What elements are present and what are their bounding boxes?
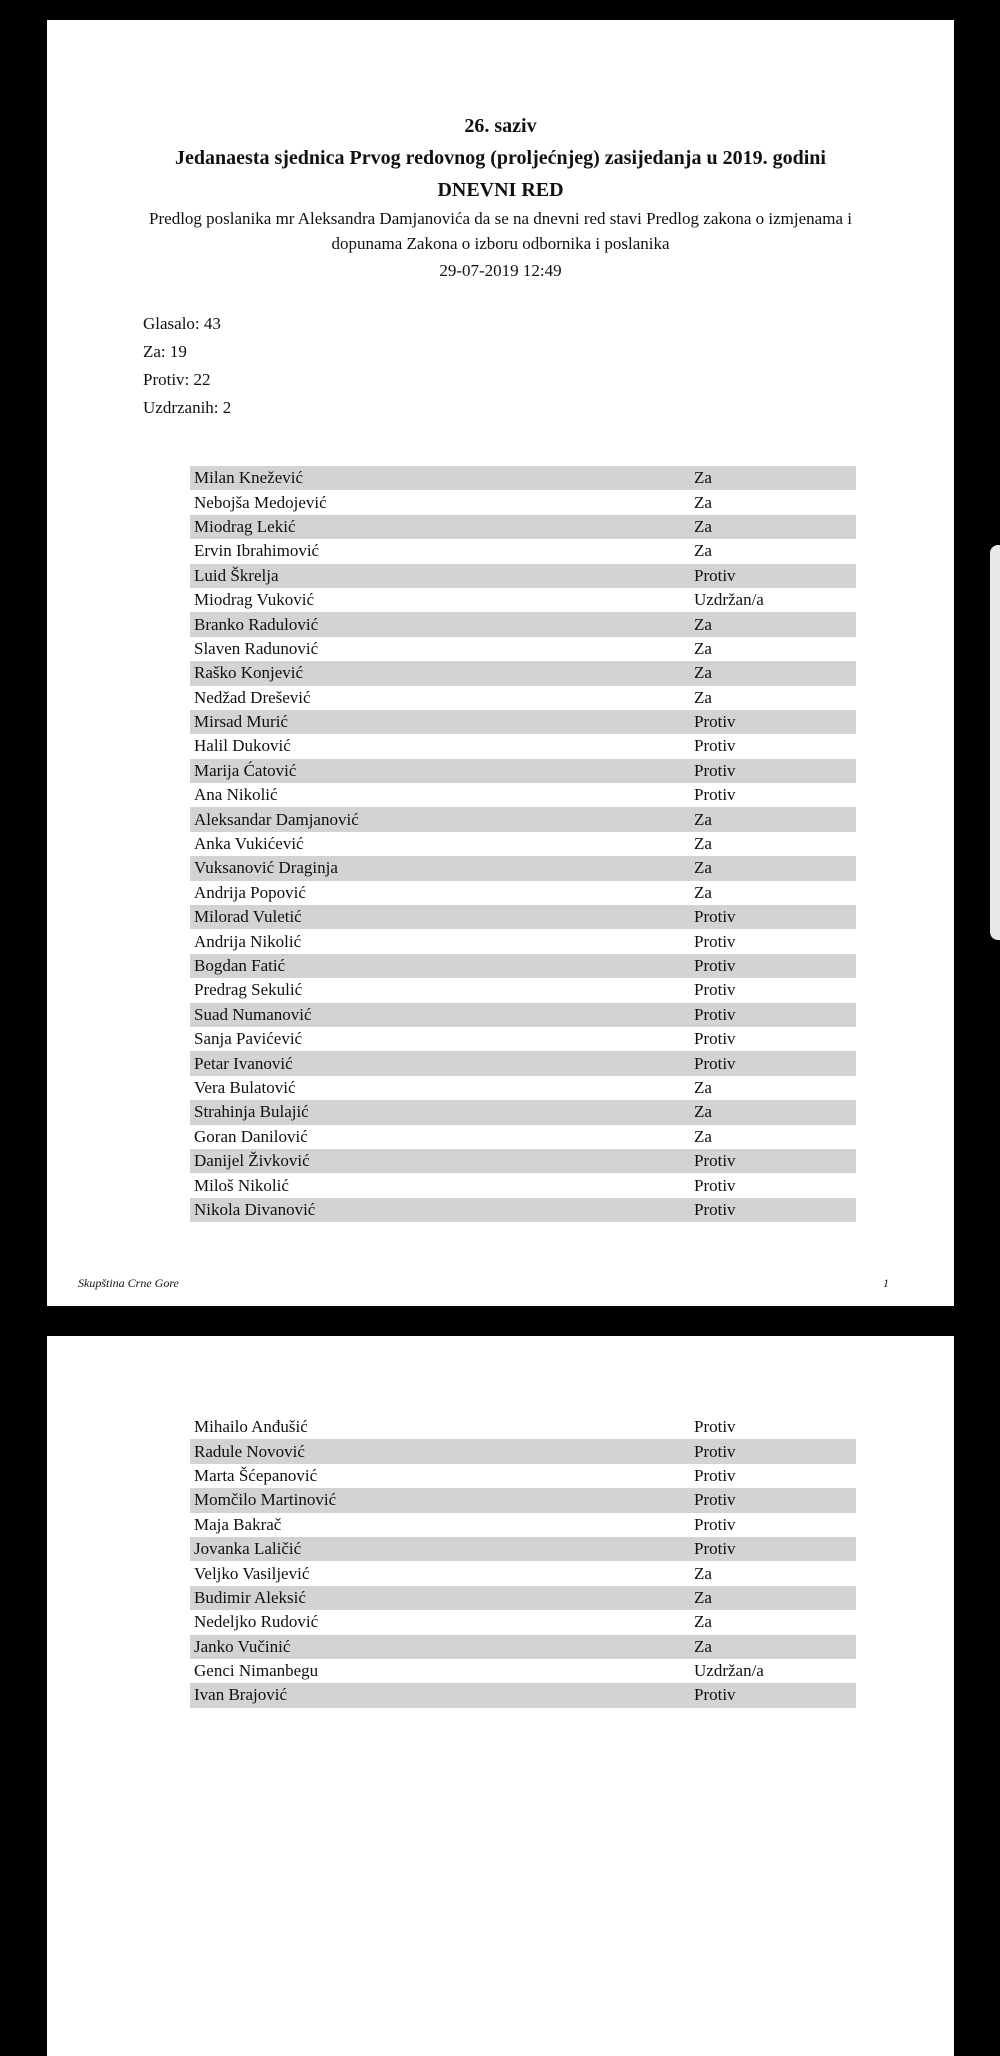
member-vote: Protiv <box>690 1198 856 1222</box>
summary-glasalo: Glasalo: 43 <box>143 314 221 333</box>
table-row <box>190 1488 856 1512</box>
member-name: Veljko Vasiljević <box>190 1561 690 1585</box>
member-vote: Za <box>690 612 856 636</box>
table-row <box>190 1586 856 1610</box>
session-title: Jedanaesta sjednica Prvog redovnog (proljećnjeg) zasijedanja u 2019. godini <box>175 147 826 169</box>
vote-datetime: 29-07-2019 12:49 <box>439 261 562 280</box>
member-vote: Za <box>694 1077 712 1097</box>
member-vote: Uzdržan/a <box>690 1659 856 1683</box>
member-vote: Protiv <box>690 1439 856 1463</box>
table-row <box>190 1076 856 1100</box>
member-vote: Protiv <box>690 564 856 588</box>
member-name: Bogdan Fatić <box>190 954 690 978</box>
table-row <box>190 661 856 685</box>
table-row <box>190 807 856 831</box>
member-name: Nikola Divanović <box>190 1198 690 1222</box>
member-name: Mirsad Murić <box>190 710 690 734</box>
table-row <box>190 1173 856 1197</box>
member-vote: Protiv <box>690 759 856 783</box>
table-row <box>190 1027 856 1051</box>
table-row <box>190 1561 856 1585</box>
member-name: Luid Škrelja <box>190 564 690 588</box>
summary-uzdrzanih: Uzdrzanih: 2 <box>143 398 232 417</box>
table-row <box>190 588 856 612</box>
table-row <box>190 1198 856 1222</box>
member-vote: Protiv <box>690 1537 856 1561</box>
summary-za: Za: 19 <box>143 342 187 361</box>
member-vote: Za <box>690 515 856 539</box>
member-vote: Za <box>690 1561 856 1585</box>
member-vote: Za <box>694 492 712 512</box>
member-vote: Protiv <box>690 1683 856 1707</box>
member-name: Strahinja Bulajić <box>190 1100 690 1124</box>
member-vote: Za <box>690 1586 856 1610</box>
member-name: Milan Knežević <box>190 466 690 490</box>
table-row <box>190 1003 856 1027</box>
member-vote: Protiv <box>694 931 736 951</box>
member-vote: Protiv <box>694 736 736 756</box>
table-row <box>190 856 856 880</box>
member-vote: Za <box>694 882 712 902</box>
proposal-line-1: Predlog poslanika mr Aleksandra Damjanovića da se na dnevni red stavi Predlog zakona o izmjenama i <box>149 209 852 228</box>
vote-table-page-1 <box>190 466 856 1222</box>
member-vote: Protiv <box>690 954 856 978</box>
table-row <box>190 1635 856 1659</box>
document-header <box>47 110 954 286</box>
member-name: Goran Danilović <box>194 1126 308 1146</box>
member-vote: Protiv <box>690 1149 856 1173</box>
table-row <box>190 490 856 514</box>
member-vote: Protiv <box>690 1415 856 1439</box>
member-name: Genci Nimanbegu <box>190 1659 690 1683</box>
member-name: Radule Novović <box>190 1439 690 1463</box>
member-name: Janko Vučinić <box>190 1635 690 1659</box>
member-vote: Protiv <box>694 1029 736 1049</box>
member-vote: Protiv <box>690 905 856 929</box>
member-vote: Protiv <box>690 1488 856 1512</box>
table-row <box>190 1659 856 1683</box>
member-vote: Za <box>694 834 712 854</box>
member-vote: Za <box>690 1610 856 1634</box>
table-row <box>190 710 856 734</box>
table-row <box>190 1415 856 1439</box>
document-page-1 <box>47 20 954 1306</box>
member-name: Ervin Ibrahimović <box>194 541 320 561</box>
member-vote: Za <box>690 661 856 685</box>
member-vote: Protiv <box>694 1175 736 1195</box>
member-name: Danijel Živković <box>190 1149 690 1173</box>
table-row <box>190 1439 856 1463</box>
table-row <box>190 637 856 661</box>
table-row <box>190 783 856 807</box>
table-row <box>190 466 856 490</box>
table-row <box>190 759 856 783</box>
table-row <box>190 1100 856 1124</box>
member-name: Predrag Sekulić <box>194 980 303 1000</box>
member-name: Aleksandar Damjanović <box>190 807 690 831</box>
member-vote: Za <box>690 856 856 880</box>
member-vote: Za <box>690 807 856 831</box>
member-vote: Za <box>690 1635 856 1659</box>
member-name: Raško Konjević <box>190 661 690 685</box>
member-vote: Protiv <box>690 1051 856 1075</box>
member-name: Sanja Pavićević <box>194 1029 303 1049</box>
table-row <box>190 515 856 539</box>
member-name: Momčilo Martinović <box>190 1488 690 1512</box>
table-row <box>190 954 856 978</box>
table-row <box>190 612 856 636</box>
member-name: Jovanka Laličić <box>190 1537 690 1561</box>
member-name: Milorad Vuletić <box>190 905 690 929</box>
member-name: Miloš Nikolić <box>194 1175 289 1195</box>
scrollbar[interactable] <box>990 545 1000 940</box>
member-vote: Protiv <box>690 1513 856 1537</box>
table-row <box>190 929 856 953</box>
vote-summary <box>143 310 231 422</box>
vote-table-page-2 <box>190 1415 856 1708</box>
member-vote: Protiv <box>690 1464 856 1488</box>
member-name: Ana Nikolić <box>194 785 278 805</box>
table-row <box>190 734 856 758</box>
table-row <box>190 1464 856 1488</box>
member-vote: Za <box>690 1100 856 1124</box>
member-vote: Protiv <box>690 710 856 734</box>
proposal-text <box>47 206 954 256</box>
convocation-title: 26. saziv <box>464 115 537 137</box>
member-name: Andrija Nikolić <box>194 931 302 951</box>
member-name: Anka Vukićević <box>194 834 304 854</box>
table-row <box>190 686 856 710</box>
member-vote: Za <box>690 466 856 490</box>
member-name: Miodrag Vuković <box>194 590 315 610</box>
member-vote: Protiv <box>694 980 736 1000</box>
member-name: Petar Ivanović <box>190 1051 690 1075</box>
member-name: Nedžad Drešević <box>194 687 311 707</box>
table-row <box>190 1513 856 1537</box>
member-name: Branko Radulović <box>190 612 690 636</box>
document-page-2 <box>47 1336 954 2056</box>
table-row <box>190 564 856 588</box>
member-vote: Za <box>694 541 712 561</box>
summary-protiv: Protiv: 22 <box>143 370 211 389</box>
member-vote: Protiv <box>690 1003 856 1027</box>
member-vote: Za <box>694 687 712 707</box>
table-row <box>190 539 856 563</box>
table-row <box>190 1610 856 1634</box>
member-name: Vuksanović Draginja <box>190 856 690 880</box>
member-name: Maja Bakrač <box>190 1513 690 1537</box>
table-row <box>190 1149 856 1173</box>
member-name: Marta Šćepanović <box>190 1464 690 1488</box>
proposal-line-2: dopunama Zakona o izboru odbornika i poslanika <box>331 234 670 253</box>
footer-institution: Skupština Crne Gore <box>78 1276 179 1290</box>
member-name: Vera Bulatović <box>194 1077 296 1097</box>
footer-page-number: 1 <box>883 1276 889 1290</box>
member-name: Miodrag Lekić <box>190 515 690 539</box>
member-name: Suad Numanović <box>190 1003 690 1027</box>
member-vote: Za <box>694 1126 712 1146</box>
member-name: Budimir Aleksić <box>190 1586 690 1610</box>
member-name: Mihailo Anđušić <box>190 1415 690 1439</box>
table-row <box>190 905 856 929</box>
member-name: Nedeljko Rudović <box>190 1610 690 1634</box>
table-row <box>190 1125 856 1149</box>
member-vote: Uzdržan/a <box>694 590 764 610</box>
member-name: Marija Ćatović <box>190 759 690 783</box>
table-row <box>190 1683 856 1707</box>
table-row <box>190 832 856 856</box>
member-name: Nebojša Medojević <box>194 492 327 512</box>
agenda-title: DNEVNI RED <box>437 179 564 201</box>
table-row <box>190 1051 856 1075</box>
member-name: Halil Duković <box>194 736 291 756</box>
member-name: Andrija Popović <box>194 882 306 902</box>
table-row <box>190 881 856 905</box>
member-name: Ivan Brajović <box>190 1683 690 1707</box>
member-vote: Protiv <box>694 785 736 805</box>
table-row <box>190 1537 856 1561</box>
member-name: Slaven Radunović <box>194 638 319 658</box>
table-row <box>190 978 856 1002</box>
member-vote: Za <box>694 638 712 658</box>
